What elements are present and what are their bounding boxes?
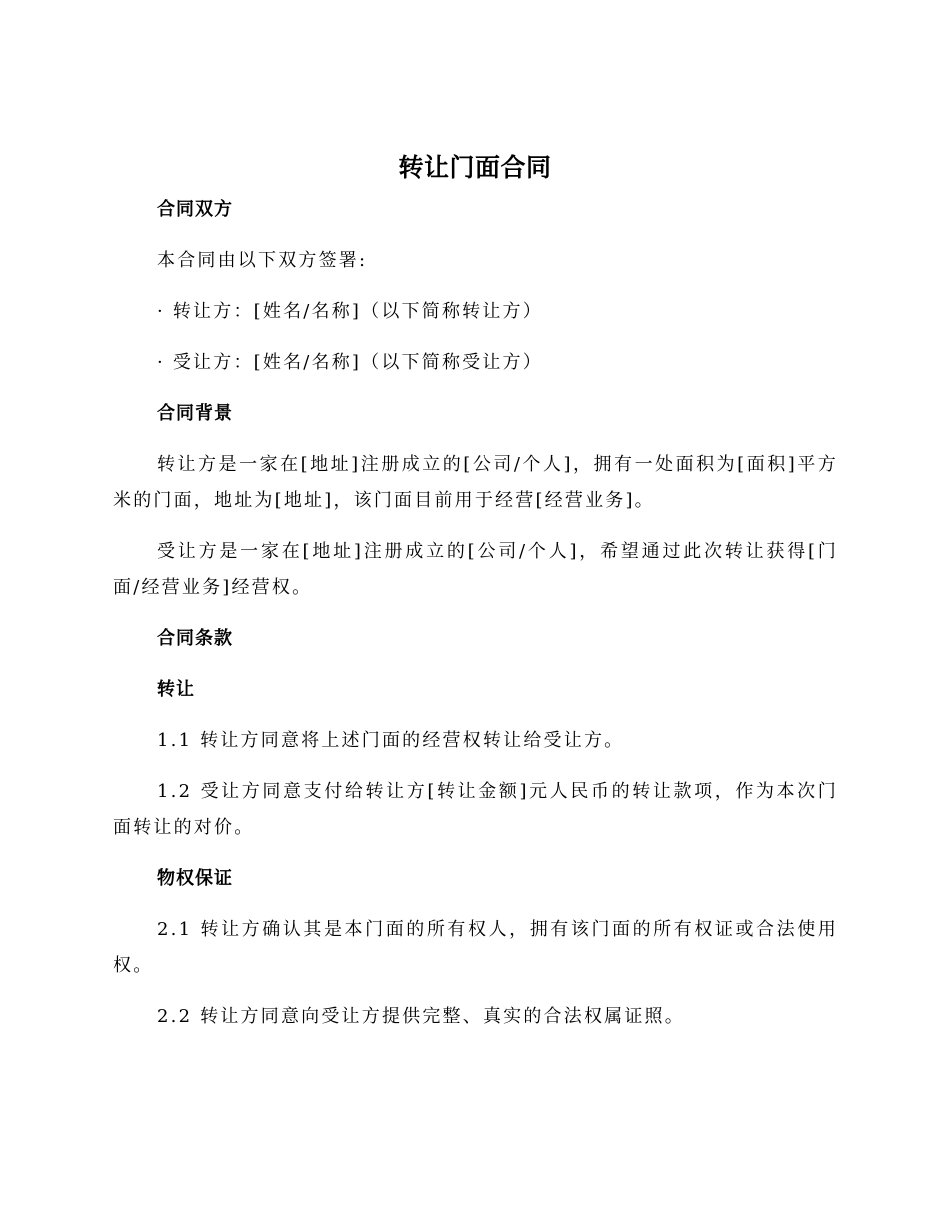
section-heading-background: 合同背景 [157,403,233,424]
section-heading-property: 物权保证 [157,868,233,889]
parties-intro: 本合同由以下双方签署: [157,250,368,271]
section-heading-transfer: 转让 [157,679,195,700]
clause-2-2: 2.2 转让方同意向受让方提供完整、真实的合法权属证照。 [157,1006,685,1027]
transferor-item: · 转让方：[姓名/名称]（以下简称转让方） [157,301,543,322]
document-body [113,192,838,1050]
document-title: 转让门面合同 [398,153,552,182]
transferee-item: · 受让方：[姓名/名称]（以下简称受让方） [157,352,543,373]
section-heading-terms: 合同条款 [157,628,233,649]
clause-1-2: 1.2 受让方同意支付给转让方[转让金额]元人民币的转让款项，作为本次门面转让的对价。 [113,781,838,838]
background-paragraph-1: 转让方是一家在[地址]注册成立的[公司/个人]，拥有一处面积为[面积]平方米的门面，地址为[地址]，该门面目前用于经营[经营业务]。 [113,454,838,511]
clause-1-1: 1.1 转让方同意将上述门面的经营权转让给受让方。 [157,730,625,751]
section-heading-parties: 合同双方 [157,199,233,220]
background-paragraph-2: 受让方是一家在[地址]注册成立的[公司/个人]，希望通过此次转让获得[门面/经营业务]经营权。 [113,541,838,598]
clause-2-1: 2.1 转让方确认其是本门面的所有权人，拥有该门面的所有权证或合法使用权。 [113,919,838,976]
